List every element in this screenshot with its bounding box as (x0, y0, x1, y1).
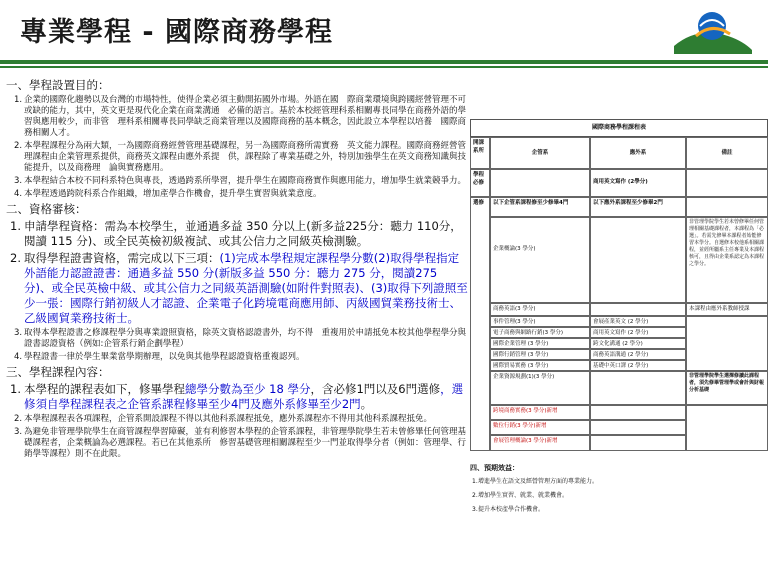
page-title: 專業學程 - 國際商務學程 (20, 17, 334, 48)
list-item (6, 382, 468, 412)
table-header-cell: 備註 (686, 137, 768, 169)
table-cell: 基礎中英口譯 (2 學分) (590, 360, 686, 371)
table-cell: 商用英文寫作 (2 學分) (590, 327, 686, 338)
table-cell (590, 420, 686, 435)
table-cell-new: 跨境商務實務(3 學分)新增 (490, 405, 590, 420)
list-item (6, 352, 468, 363)
section-heading: 三、學程課程內容： (6, 365, 110, 379)
table-cell (686, 316, 768, 371)
item-text: 本學程結合本校不同科系特色與專長，透過跨系所學習，提升學生在國際商務實作與應用能力，增加學生就業競爭力。 (24, 176, 467, 186)
table-cell-new: 會展管理概論(3 學分)新增 (490, 435, 590, 451)
table-cell: 商務英語(3 學分) (490, 303, 590, 316)
item-highlight: ，選修須自學程課程表之 (24, 382, 464, 411)
item-number: 2. (10, 251, 21, 265)
list-item (472, 492, 569, 500)
item-text: ，含必修1門以及6門選修 (310, 382, 441, 396)
item-number: 3. (14, 328, 23, 338)
item-number: 3. (14, 176, 23, 186)
list-item (6, 141, 468, 174)
table-header-cell: 應外系 (590, 137, 686, 169)
table-cell: 以下應外系課程至少修畢2門 (590, 197, 686, 217)
item-text: 增進學生在語文及經營管理方面的專業能力。 (478, 478, 599, 485)
table-row-label: 選修 (470, 197, 490, 451)
section-heading: 一、學程設置目的： (6, 78, 110, 92)
item-number: 1. (10, 382, 21, 396)
item-number: 3. (14, 427, 23, 437)
item-number: 2. (14, 414, 23, 424)
title-bar (0, 0, 768, 56)
list-item (6, 95, 468, 139)
list-item (6, 176, 468, 187)
table-cell: 國際貿易實務 (3 學分) (490, 360, 590, 371)
item-text: 增加學生實習、就業、就業機會。 (478, 492, 569, 499)
table-cell: 企業概論(3 學分) (490, 217, 590, 303)
list-item (6, 427, 468, 460)
table-cell: 跨文化溝通 (2 學分) (590, 338, 686, 349)
list-item (472, 506, 545, 514)
table-row-label: 學程必修 (470, 169, 490, 197)
item-text: 本學程課程分為兩大類，一為國際商務經營管理基礎課程，另一為國際商務所需實務 英文能力課程。國際商務經營管理課程由企業管理系提供，商務英文課程由應外系提 供，課程除了專業基礎之外，特別加強學生在英文商務知識與技能提升，以及商務理 論與實務應用。 (24, 141, 467, 173)
table-cell: 商務英語溝通 (2 學分) (590, 349, 686, 360)
benefits-heading: 四、預期效益： (470, 464, 519, 472)
table-title: 國際商務學程課程表 (470, 119, 768, 137)
item-text: 申請學程資格：需為本校學生，並通過多益 350 分以上(新多益225分：聽力 110分，閱讀 115 分)、或全民英檢初級複試、或其公信力之同級英檢測驗。 (24, 219, 462, 248)
table-cell (686, 405, 768, 451)
table-note: 非管理學院學生若未曾修畢任何管理相關基礎課程者，本課程為「必選」。若需先修畢本課程者始能修習本學分。自選修本校他系相關課程，並經所屬系主任專業及本課程核可，且得由企業系認定為本課程之學分。 (686, 217, 768, 303)
table-cell (490, 169, 590, 197)
title-rule (0, 60, 768, 64)
item-text: 學程證書一律於學生畢業當學期辦理，以免與其他學程認證資格重複認列。 (24, 352, 305, 362)
item-number: 2. (472, 492, 478, 499)
table-cell: 國際企業管理 (3 學分) (490, 338, 590, 349)
table-cell: 電子商務與網路行銷(3 學分) (490, 327, 590, 338)
table-cell (686, 169, 768, 197)
list-item (6, 251, 468, 326)
school-logo-icon (668, 6, 756, 56)
item-text: 本學程透過跨院科系合作組織，增加產學合作機會，提升學生實習與就業意度。 (24, 189, 322, 199)
table-note: 本課程由應外系教師授課 (686, 303, 768, 316)
table-cell-new: 數位行銷(3 學分)新增 (490, 420, 590, 435)
table-cell: 國際行銷管理 (3 學分) (490, 349, 590, 360)
item-text: 取得本學程證書之修課程學分與專業證照資格，除英文資格認證書外，均不得 重複用於申請抵免本校其他學程學分與證書認證資格（例如:企管系行銷企劃學程） (24, 328, 467, 349)
list-item (6, 189, 468, 200)
list-item (6, 414, 468, 425)
item-text: 本學程課程表各項課程，企管系開設課程不得以其他科系課程抵免，應外系課程亦不得用其他科系課程抵免。 (24, 414, 433, 424)
section-heading: 二、資格審核： (6, 202, 87, 216)
table-cell (590, 405, 686, 420)
item-number: 4. (14, 189, 23, 199)
item-text: 。 (360, 397, 373, 411)
list-item (472, 478, 599, 486)
item-number: 4. (14, 352, 23, 362)
table-header-cell: 企管系 (490, 137, 590, 169)
item-number: 3. (472, 506, 478, 513)
table-cell (590, 303, 686, 316)
item-text: 為避免非管理學院學生在商管課程學習障礙，並有利修習本學程的企管系課程，非管理學院學生若未曾修畢任何管理基礎課程者，企業概論為必選課程。若已在其他系所 修習基礎管理相關課程至少一門並取得學分者（例如：管理學、行銷學等課程）則不在此限。 (24, 427, 467, 459)
list-item (6, 328, 468, 350)
table-cell: 企業資源規劃(1)(3 學分) (490, 371, 590, 405)
table-cell (590, 371, 686, 405)
table-cell: 會展產業英文 (2 學分) (590, 316, 686, 327)
item-text: 本學程的課程表如下，修畢學程 (24, 382, 185, 396)
item-text: 提升本校產學合作機會。 (478, 506, 545, 513)
title-rule-thin (0, 66, 768, 68)
item-number: 1. (472, 478, 478, 485)
item-text: 取得學程證書資格，需完成以下三項： (24, 251, 220, 265)
list-item (6, 219, 468, 249)
table-cell: 以下企管系課程修至少修畢4門 (490, 197, 590, 217)
table-cell: 商用英文寫作 (2學分) (590, 169, 686, 197)
table-cell (590, 217, 686, 303)
table-header-cell: 開課系所 (470, 137, 490, 169)
item-highlight: 企管系課程修畢至少4門及應外系修畢至少2門 (127, 397, 361, 411)
item-number: 1. (10, 219, 21, 233)
item-text: 企業的國際化趨勢以及台灣的市場特性，使得企業必須主動開拓國外市場。外語在國 際商業環境與跨國經營管理不可或缺的能力，其中，英文更是現代化企業在商業溝通 必備的語言。基於本校經管理科系相關專長同學在商務外語的學習與應用較少，而非管 理科系相關專長同學缺乏商業管理以及國際商務的基本概念，因此設立本學程以培養 國際商務相關人才。 (24, 95, 467, 138)
main-content (6, 76, 468, 462)
item-highlight: (1)完成本學程規定課程學分數(2)取得學程指定外語能力認證證書：通過多益 550 分(新版多益 550 分：聽力 275 分，閱讀275 分)、或全民英檢中級、或其公信力之同級英語測驗(如附件對照表)、(3)取得下列證照至少一張：國際行銷初級人才認證、企業電子化跨境電商應用師、丙級國貿業務技術士、乙級國貿業務技術士。 (24, 251, 468, 325)
item-highlight: 總學分數為至少 18 學分 (185, 382, 311, 396)
table-note: 非管理學院學生選擇修讀此課程者，須先修畢管理學或會計與財報分析基礎 (686, 371, 768, 405)
table-cell (686, 197, 768, 217)
item-number: 1. (14, 95, 23, 105)
table-cell: 事件管理(3 學分) (490, 316, 590, 327)
table-cell (590, 435, 686, 451)
item-number: 2. (14, 141, 23, 151)
